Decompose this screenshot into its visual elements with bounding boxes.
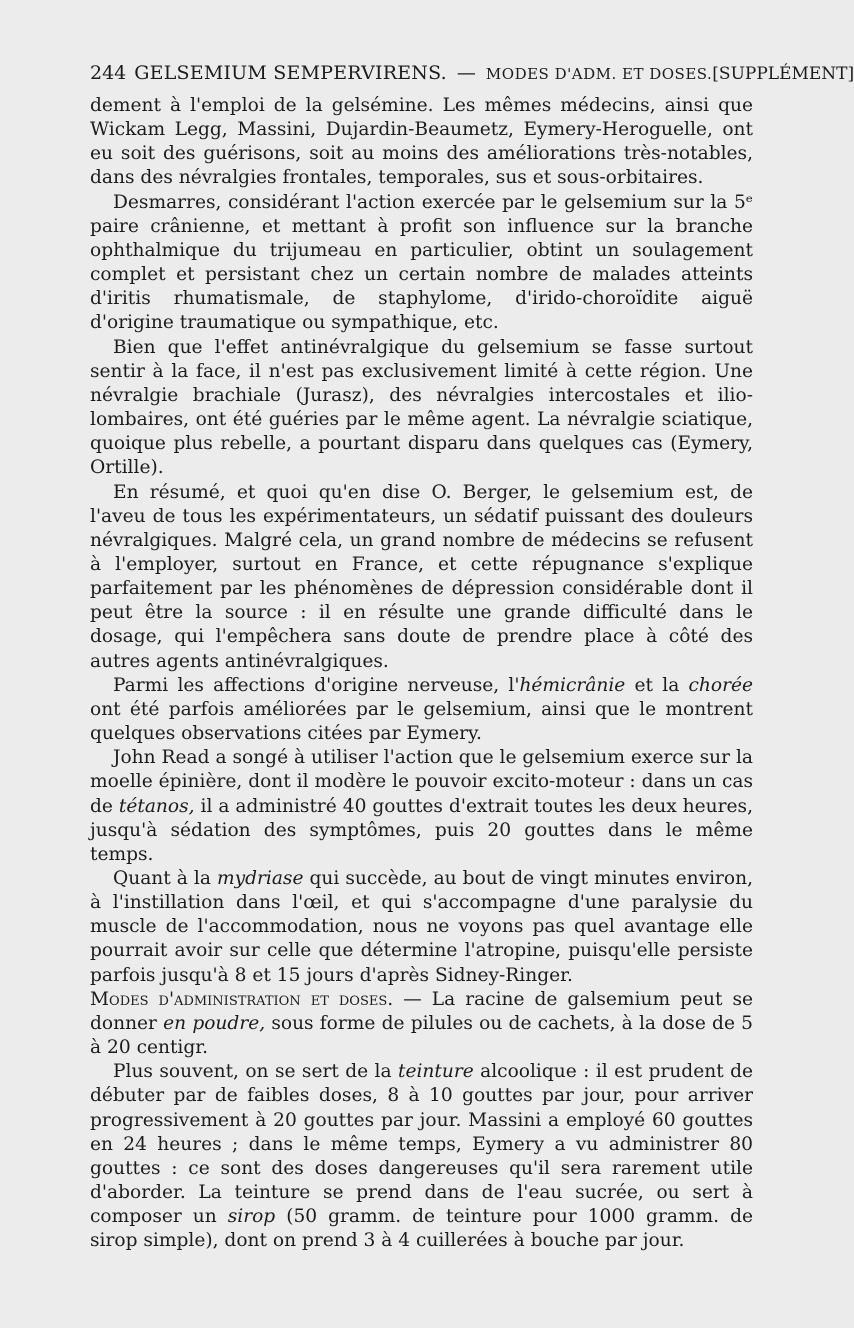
text-run: Parmi les affections d'origine nerveuse, l' (113, 674, 520, 696)
text-run: Bien que l'effet antinévralgique du gelsemium se fasse surtout sentir à la face, il n'est pas exclusivement limité à cette région. Une névralgie brachiale (Jurasz), des névralgies intercostales et ilio-lombaires, ont été guéries par le même agent. La névralgie sciatique, quoique plus rebelle, a pourtant disparu dans quelques cas (Eymery, Ortille). (90, 336, 753, 479)
text-run: qui succède, au bout de vingt minutes environ, à l'instillation dans l'œil, et qui s'accompagne d'une paralysie du muscle de l'accommodation, nous ne voyons pas quel avantage elle pourrait avoir sur celle que détermine l'atropine, puisqu'elle persiste parfois jusqu'à 8 et 15 jours d'après Sidney-Ringer. (90, 868, 753, 986)
header-dash: — (456, 62, 476, 84)
text-run: John Read a songé à utiliser l'action que le gelsemium exerce sur la moelle épinière, dont il modère le pouvoir excito-moteur : dans un cas de (90, 747, 753, 817)
italic-term: en poudre, (163, 1012, 266, 1034)
paragraph (90, 336, 753, 481)
body-text (90, 94, 753, 1254)
running-header (90, 61, 854, 86)
page-number: 244 (90, 62, 127, 84)
text-run: il a administré 40 gouttes d'extrait toutes les deux heures, jusqu'à sédation des symptômes, puis 20 gouttes dans le même temps. (90, 795, 753, 865)
text-run: alcoolique : il est prudent de débuter par de faibles doses, 8 à 10 gouttes par jour, pour arriver progressivement à 20 gouttes par jour. Massini a employé 60 gouttes en 24 heures ; dans le même temps, Eymery a vu administrer 80 gouttes : ce sont des doses dangereuses qu'il sera rarement utile d'aborder. La teinture se prend dans de l'eau sucrée, ou sert à composer un (90, 1061, 753, 1228)
text-run: ont été parfois améliorées par le gelsemium, ainsi que le montrent quelques observations citées par Eymery. (90, 698, 753, 745)
italic-term: sirop (227, 1206, 276, 1228)
section-heading: Modes d'administration et doses. (90, 988, 394, 1010)
paragraph (90, 94, 753, 191)
text-run: sous forme de pilules ou de cachets, à la dose de 5 à 20 centigr. (90, 1012, 753, 1059)
text-run: Desmarres, considérant l'action exercée par le gelsemium sur la 5ᵉ paire crânienne, et mettant à profit son influence sur la branche ophthalmique du trijumeau en particulier, obtint un soulagement complet et persistant chez un certain nombre de malades atteints d'iritis rhumatismale, de staphylome, d'irido-choroïdite aiguë d'origine traumatique ou sympathique, etc. (90, 191, 753, 334)
italic-term: teinture (397, 1061, 474, 1083)
running-subtitle: MODES D'ADM. ET DOSES. (485, 65, 713, 83)
paragraph (90, 674, 753, 746)
italic-term: mydriase (216, 868, 304, 889)
text-run: (50 gramm. de teinture pour 1000 gramm. de sirop simple), dont on prend 3 à 4 cuillerées à bouche par jour. (90, 1206, 753, 1252)
italic-term: tétanos, (118, 795, 195, 817)
text-run: — La racine de galsemium peut se donner (90, 988, 754, 1034)
text-run: Quant à la (113, 868, 217, 889)
running-title: GELSEMIUM SEMPERVIRENS. (134, 62, 447, 84)
paragraph (90, 481, 753, 674)
text-run: et la (625, 674, 689, 696)
text-run: Plus souvent, on se sert de la (113, 1061, 398, 1083)
italic-term: hémicrânie (519, 674, 626, 696)
section-label: [SUPPLÉMENT] (712, 64, 854, 84)
italic-term: chorée (688, 674, 753, 696)
text-run: dement à l'emploi de la gelsémine. Les mêmes médecins, ainsi que Wickam Legg, Massini, Dujardin-Beaumetz, Eymery-Heroguelle, ont eu soit des guérisons, soit au moins des améliorations très-notables, dans des névralgies frontales, temporales, sus et sous-orbitaires. (90, 95, 753, 189)
paragraph (90, 746, 753, 867)
text-run: En résumé, et quoi qu'en dise O. Berger, le gelsemium est, de l'aveu de tous les expérimentateurs, un sédatif puissant des douleurs névralgiques. Malgré cela, un grand nombre de médecins se refusent à l'employer, surtout en France, et cette répugnance s'explique parfaitement par les phénomènes de dépression considérable dont il peut être la source : il en résulte une grande difficulté dans le dosage, qui l'empêchera sans doute de prendre place à côté des autres agents antinévralgiques. (90, 481, 753, 672)
paragraph (90, 867, 753, 988)
paragraph (90, 191, 753, 336)
paragraph (90, 1060, 753, 1253)
paragraph (90, 988, 753, 1060)
